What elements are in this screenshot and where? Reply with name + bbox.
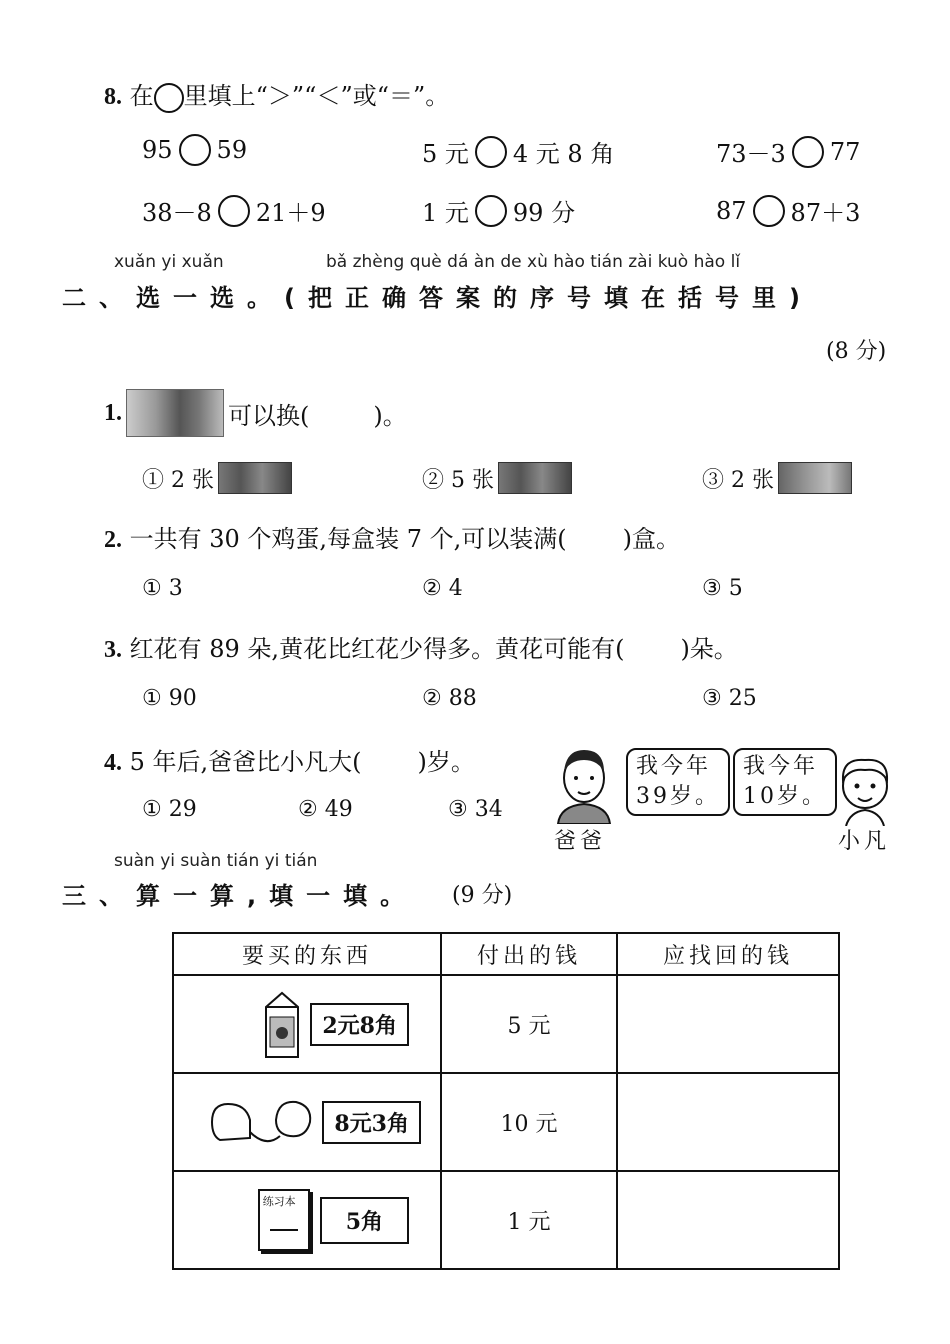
five-yuan-bill-icon [218, 462, 292, 494]
compare-left: 87 [716, 196, 747, 225]
price-tag: 5角 [320, 1197, 409, 1244]
compare-right: 4 元 8 角 [512, 140, 615, 168]
paid-cell: 5 元 [441, 975, 617, 1073]
s2-q3 [104, 629, 738, 664]
paid-cell: 1 元 [441, 1171, 617, 1269]
item-cell [173, 1073, 441, 1171]
paid-cell: 10 元 [441, 1073, 617, 1171]
option-label: ① 2 张 [142, 467, 214, 493]
item-cell [173, 975, 441, 1073]
answer-circle[interactable] [475, 136, 507, 168]
section2-pinyin-left: xuǎn yi xuǎn [114, 252, 224, 272]
option-1[interactable]: ① 29 [142, 797, 197, 822]
option-3[interactable] [702, 462, 852, 494]
q8-text-before: 在 [129, 82, 154, 110]
question-text: 5 年后,爸爸比小凡大( [129, 748, 362, 776]
table-header-row [173, 933, 839, 975]
dad-speech-bubble [626, 748, 730, 816]
compare-item [716, 193, 860, 228]
two-yuan-bill-icon [498, 462, 572, 494]
option-1[interactable]: ① 3 [142, 576, 183, 601]
price-table [172, 932, 840, 1270]
compare-item [422, 134, 614, 169]
question-text-end: )朵。 [680, 635, 738, 663]
q8-number: 8. [104, 84, 122, 110]
question-text: 一共有 30 个鸡蛋,每盒装 7 个,可以装满( [129, 525, 567, 553]
answer-circle[interactable] [218, 195, 250, 227]
option-1[interactable] [142, 462, 292, 494]
section2-title: 二、选一选。(把正确答案的序号填在括号里) [62, 284, 813, 312]
compare-item [142, 193, 326, 228]
compare-left: 73－3 [716, 140, 786, 168]
option-2[interactable]: ② 49 [298, 797, 353, 822]
compare-left: 38－8 [142, 199, 212, 227]
compare-right: 77 [829, 137, 861, 166]
option-2[interactable] [422, 462, 572, 494]
bubble-line: 10岁。 [743, 784, 827, 809]
change-answer-cell[interactable] [617, 1171, 839, 1269]
compare-left: 5 元 [422, 140, 469, 168]
change-answer-cell[interactable] [617, 975, 839, 1073]
answer-circle[interactable] [753, 195, 785, 227]
compare-item [142, 134, 247, 166]
section3-pinyin: suàn yi suàn tián yi tián [114, 851, 318, 871]
header-change: 应找回的钱 [617, 933, 839, 975]
change-answer-cell[interactable] [617, 1073, 839, 1171]
header-paid: 付出的钱 [441, 933, 617, 975]
option-3[interactable]: ③ 25 [702, 686, 757, 711]
table-row [173, 975, 839, 1073]
bubble-line: 我今年 [636, 754, 712, 779]
s2-q1 [104, 389, 407, 437]
circle-icon [154, 83, 184, 113]
answer-circle[interactable] [179, 134, 211, 166]
son-label: 小凡 [838, 829, 891, 854]
compare-left: 1 元 [422, 199, 469, 227]
son-speech-bubble [733, 748, 837, 816]
section2-pinyin-right: bǎ zhèng què dá àn de xù hào tián zài kuò hào lǐ [326, 252, 741, 272]
question-number: 1. [104, 399, 122, 426]
question-text: 红花有 89 朵,黄花比红花少得多。黄花可能有( [129, 635, 625, 663]
dad-label: 爸爸 [554, 829, 607, 854]
compare-item [422, 193, 575, 228]
question-text-end: )岁。 [417, 748, 475, 776]
option-2[interactable]: ② 4 [422, 576, 463, 601]
answer-circle[interactable] [475, 195, 507, 227]
header-item: 要买的东西 [173, 933, 441, 975]
q8-prompt [104, 76, 449, 113]
option-3[interactable]: ③ 34 [448, 797, 503, 822]
section3-score: (9 分) [452, 883, 513, 908]
bubble-line: 39岁。 [636, 784, 720, 809]
gloves-icon [206, 1092, 316, 1152]
table-row [173, 1073, 839, 1171]
boy-illustration-icon [832, 750, 898, 826]
item-cell [173, 1171, 441, 1269]
option-1[interactable]: ① 90 [142, 686, 197, 711]
option-label: ③ 2 张 [702, 467, 774, 493]
compare-right: 59 [216, 136, 248, 164]
one-yuan-bill-icon [778, 462, 852, 494]
dad-illustration-icon [552, 738, 616, 824]
s2-q4 [104, 742, 475, 777]
bubble-line: 我今年 [743, 754, 819, 779]
table-row [173, 1171, 839, 1269]
option-label: ② 5 张 [422, 467, 494, 493]
s2-q2 [104, 519, 680, 554]
price-tag: 2元8角 [310, 1003, 409, 1046]
price-tag: 8元3角 [322, 1101, 421, 1144]
question-text: 可以换( [228, 401, 310, 430]
compare-right: 21＋9 [255, 199, 326, 227]
question-text-end: )盒。 [622, 525, 680, 553]
milk-carton-icon [260, 989, 304, 1059]
ten-yuan-bill-icon [126, 389, 224, 437]
notebook-icon [258, 1189, 310, 1251]
compare-left: 95 [142, 136, 173, 164]
question-number: 4. [104, 750, 122, 776]
section3-title: 三、算一算,填一填。 [62, 882, 418, 910]
option-3[interactable]: ③ 5 [702, 576, 743, 601]
question-text-end: )。 [373, 401, 407, 430]
question-number: 2. [104, 527, 122, 553]
q8-text-after: 里填上“＞”“＜”或“＝”。 [183, 82, 450, 110]
compare-right: 87＋3 [790, 199, 861, 227]
option-2[interactable]: ② 88 [422, 686, 477, 711]
answer-circle[interactable] [792, 136, 824, 168]
question-number: 3. [104, 637, 122, 663]
compare-item [716, 134, 860, 169]
compare-right: 99 分 [512, 199, 576, 227]
section2-score: (8 分) [826, 339, 887, 364]
notebook-label: 练习本 [262, 1195, 296, 1208]
